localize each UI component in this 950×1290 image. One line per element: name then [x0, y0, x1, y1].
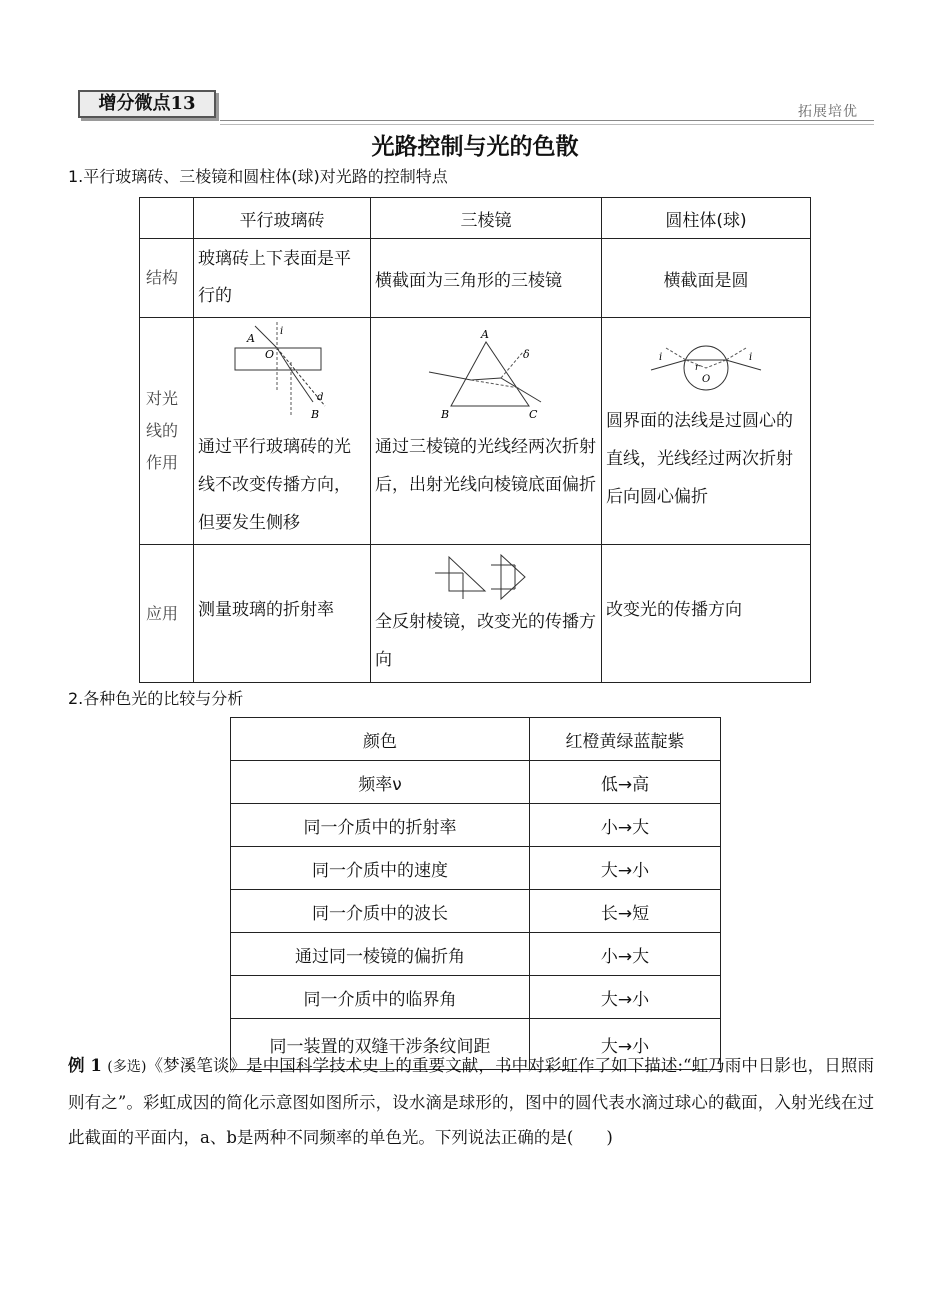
cell-prism-application	[371, 545, 602, 683]
cell-trend: 大→小	[530, 1019, 721, 1070]
example-paragraph	[68, 1048, 874, 1155]
table-row	[140, 318, 811, 545]
table-row	[231, 976, 721, 1019]
circle-label-r: r	[695, 363, 700, 373]
cell-property: 同一介质中的速度	[231, 847, 530, 890]
prism-label-c: C	[529, 408, 538, 421]
prism-label-delta: δ	[523, 348, 530, 361]
circle-label-i-right: i	[749, 352, 753, 363]
row-label-structure: 结构	[140, 239, 194, 318]
cylinder-effect-text: 圆界面的法线是过圆心的直线，光线经过两次折射后向圆心偏折	[606, 411, 793, 507]
cell-prism-structure: 横截面为三角形的三棱镜	[371, 239, 602, 318]
cell-trend: 长→短	[530, 890, 721, 933]
header-rule	[220, 120, 874, 121]
header-cell-empty	[140, 198, 194, 239]
table-row	[231, 804, 721, 847]
cell-slab-effect	[194, 318, 371, 545]
table-row	[140, 239, 811, 318]
header-cell-cylinder: 圆柱体(球)	[602, 198, 811, 239]
row-label-effect: 对光线的作用	[140, 318, 194, 545]
cell-cylinder-application: 改变光的传播方向	[602, 545, 811, 683]
example-text: 《梦溪笔谈》是中国科学技术史上的重要文献，书中对彩虹作了如下描述:“虹乃雨中日影也，日照雨则有之”。彩虹成因的简化示意图如图所示，设水滴是球形的，图中的圆代表水滴过球心的截面，入射光线在过此截面的平面内，a、b是两种不同频率的单色光。下列说法正确的是( )	[68, 1056, 874, 1147]
table-row	[231, 847, 721, 890]
table-row	[140, 545, 811, 683]
prism-effect-text: 通过三棱镜的光线经两次折射后，出射光线向棱镜底面偏折	[375, 437, 596, 495]
cell-trend: 大→小	[530, 976, 721, 1019]
slab-diagram	[207, 320, 357, 424]
table-row	[231, 718, 721, 761]
reflecting-prism-diagram	[411, 551, 561, 603]
section2-heading: 2.各种色光的比较与分析	[68, 689, 244, 708]
corner-label: 拓展培优	[798, 104, 858, 120]
slab-label-d: d	[317, 392, 324, 403]
slab-label-b: B	[311, 408, 320, 421]
prism-diagram	[411, 328, 561, 422]
cell-trend: 低→高	[530, 761, 721, 804]
cell-property: 同一介质中的临界角	[231, 976, 530, 1019]
optics-table	[139, 197, 811, 683]
cell-cylinder-effect	[602, 318, 811, 545]
header-rule-secondary	[220, 124, 874, 125]
circle-diagram	[631, 338, 781, 398]
header-cell-prism: 三棱镜	[371, 198, 602, 239]
section1-heading: 1.平行玻璃砖、三棱镜和圆柱体(球)对光路的控制特点	[68, 167, 448, 186]
cell-property: 颜色	[231, 718, 530, 761]
prism-application-text: 全反射棱镜，改变光的传播方向	[375, 612, 596, 670]
cell-trend: 大→小	[530, 847, 721, 890]
example-tag: (多选)	[107, 1059, 147, 1075]
circle-label-o: O	[702, 374, 711, 385]
slab-label-a: A	[247, 332, 255, 345]
header-cell-slab: 平行玻璃砖	[194, 198, 371, 239]
table-row	[231, 933, 721, 976]
circle-label-i-left: i	[659, 352, 663, 363]
slab-effect-text: 通过平行玻璃砖的光线不改变传播方向，但要发生侧移	[198, 437, 351, 533]
cell-trend: 红橙黄绿蓝靛紫	[530, 718, 721, 761]
slab-label-i: i	[280, 326, 284, 337]
section-badge: 增分微点13	[78, 90, 216, 118]
table-header-row	[140, 198, 811, 239]
color-comparison-table	[230, 717, 721, 1070]
page-title: 光路控制与光的色散	[371, 133, 579, 160]
cell-property: 同一介质中的折射率	[231, 804, 530, 847]
cell-property: 频率ν	[231, 761, 530, 804]
cell-slab-application: 测量玻璃的折射率	[194, 545, 371, 683]
cell-property: 同一介质中的波长	[231, 890, 530, 933]
cell-property: 通过同一棱镜的偏折角	[231, 933, 530, 976]
prism-label-b: B	[441, 408, 450, 421]
cell-property: 同一装置的双缝干涉条纹间距	[231, 1019, 530, 1070]
cell-cylinder-structure: 横截面是圆	[602, 239, 811, 318]
prism-label-a: A	[481, 328, 489, 341]
cell-slab-structure: 玻璃砖上下表面是平行的	[194, 239, 371, 318]
table-row	[231, 890, 721, 933]
cell-trend: 小→大	[530, 804, 721, 847]
row-label-application: 应用	[140, 545, 194, 683]
slab-label-o: O	[265, 348, 275, 361]
cell-trend: 小→大	[530, 933, 721, 976]
table-row	[231, 761, 721, 804]
cell-prism-effect	[371, 318, 602, 545]
example-label: 例 1	[68, 1056, 102, 1075]
